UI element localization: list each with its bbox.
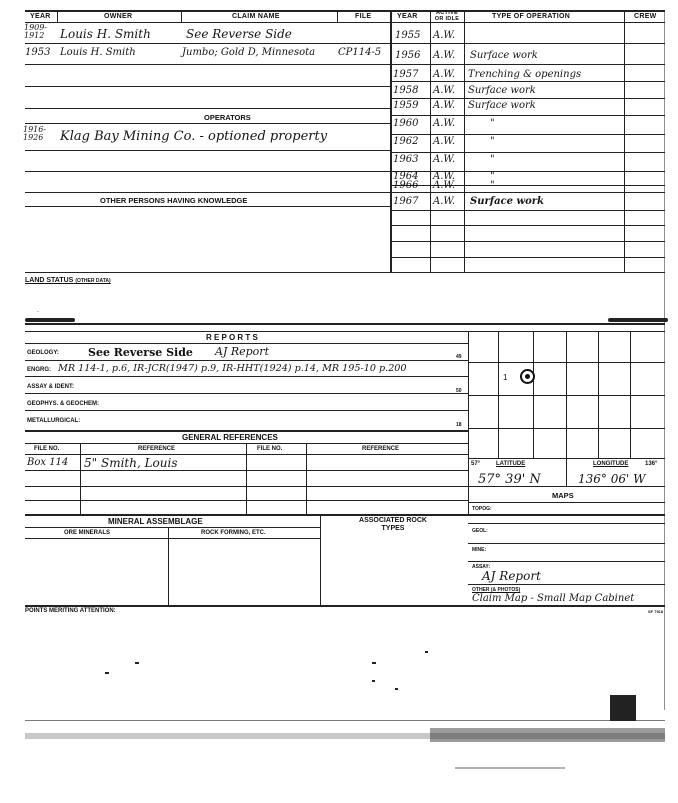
activity-status: A.W. bbox=[433, 196, 456, 207]
longitude-label: LONGITUDE bbox=[593, 461, 629, 467]
activity-type: " bbox=[490, 154, 495, 165]
activity-year: 1957 bbox=[393, 69, 419, 80]
claim-row-name: See Reverse Side bbox=[186, 27, 292, 41]
activity-crew-header: CREW bbox=[634, 13, 657, 20]
activity-type: Surface work bbox=[470, 50, 538, 61]
general-references-title: GENERAL REFERENCES bbox=[182, 433, 278, 442]
activity-year: 1967 bbox=[393, 196, 419, 207]
longitude-value: 136° 06' W bbox=[578, 472, 646, 486]
margin-number: 18 bbox=[456, 422, 462, 428]
margin-number: 49 bbox=[456, 354, 462, 360]
activity-status: A.W. bbox=[433, 154, 456, 165]
activity-status: A.W. bbox=[433, 30, 456, 41]
maps-assay-value: AJ Report bbox=[482, 569, 541, 583]
margin-number: 50 bbox=[456, 388, 462, 394]
activity-year: 1955 bbox=[395, 30, 421, 41]
associated-rock-types: ASSOCIATED ROCK TYPES bbox=[359, 517, 427, 532]
activity-year-header: YEAR bbox=[397, 13, 418, 20]
points-meriting-attention: POINTS MERITING ATTENTION: bbox=[25, 608, 116, 614]
reference-header-2: REFERENCE bbox=[362, 446, 400, 452]
land-status-label bbox=[25, 277, 111, 284]
claim-row-year: 1909-1912 bbox=[24, 23, 48, 40]
activity-year: 1959 bbox=[393, 100, 419, 111]
form-code: SF 7918 bbox=[648, 609, 664, 614]
latitude-value: 57° 39' N bbox=[478, 472, 541, 487]
claim-row-file: CP114-5 bbox=[338, 47, 382, 58]
activity-type: " bbox=[490, 180, 495, 191]
maps-other-value: Claim Map - Small Map Cabinet bbox=[472, 593, 635, 604]
claim-row-owner: Louis H. Smith bbox=[60, 27, 151, 41]
land-status-sub: (OTHER DATA) bbox=[75, 278, 111, 284]
file-no-header-2: FILE NO. bbox=[257, 446, 283, 452]
metallurgical-label: METALLURGICAL: bbox=[27, 418, 81, 424]
activity-status: A.W. bbox=[433, 100, 456, 111]
file-no-header: FILE NO. bbox=[34, 446, 60, 452]
activity-year: 1964 bbox=[393, 171, 419, 182]
activity-type: Trenching & openings bbox=[468, 69, 582, 80]
activity-year: 1958 bbox=[393, 85, 419, 96]
geology-note: AJ Report bbox=[215, 345, 269, 358]
rock-forming-header: ROCK FORMING, ETC. bbox=[201, 530, 266, 536]
owner-header: OWNER bbox=[104, 13, 133, 20]
grid-mark: 1 bbox=[503, 373, 508, 382]
operators-header: OPERATORS bbox=[204, 113, 251, 122]
operator-year: 1916-1926 bbox=[23, 125, 47, 142]
ore-minerals-header: ORE MINERALS bbox=[64, 530, 111, 536]
activity-year: 1963 bbox=[393, 154, 419, 165]
mineral-assemblage-title: MINERAL ASSEMBLAGE bbox=[108, 517, 203, 526]
file-header: FILE bbox=[355, 13, 372, 20]
maps-title: MAPS bbox=[552, 491, 574, 500]
location-marker-icon bbox=[520, 369, 535, 384]
activity-type: Surface work bbox=[470, 196, 544, 207]
maps-other-label: OTHER (& PHOTOS) bbox=[472, 587, 521, 593]
activity-year: 1966 bbox=[393, 180, 419, 191]
activity-status: A.W. bbox=[433, 85, 456, 96]
reference-text: 5" Smith, Louis bbox=[84, 456, 178, 470]
claim-row-year: 1953 bbox=[25, 47, 51, 58]
maps-assay-label: ASSAY: bbox=[472, 564, 491, 570]
claim-row-name: Jumbo; Gold D, Minnesota bbox=[182, 47, 316, 58]
claim-row-owner: Louis H. Smith bbox=[60, 47, 136, 58]
geophys-label: GEOPHYS. & GEOCHEM: bbox=[27, 401, 100, 407]
long-suffix: 136° bbox=[645, 461, 658, 467]
activity-year: 1960 bbox=[393, 118, 419, 129]
activity-status: A.W. bbox=[433, 180, 456, 191]
geology-label: GEOLOGY: bbox=[27, 350, 59, 356]
other-persons-header: OTHER PERSONS HAVING KNOWLEDGE bbox=[100, 196, 248, 205]
activity-type: " bbox=[490, 118, 495, 129]
activity-status-header: ACTIVE OR IDLE bbox=[434, 10, 460, 22]
activity-status: A.W. bbox=[433, 69, 456, 80]
claim-name-header: CLAIM NAME bbox=[232, 13, 280, 20]
operator-name: Klag Bay Mining Co. - optioned property bbox=[60, 129, 328, 144]
activity-type: Surface work bbox=[468, 85, 536, 96]
assay-label: ASSAY & IDENT: bbox=[27, 384, 75, 390]
lat-prefix: 57° bbox=[471, 461, 481, 467]
activity-status: A.W. bbox=[433, 118, 456, 129]
activity-year: 1956 bbox=[395, 50, 421, 61]
activity-status: A.W. bbox=[433, 171, 456, 182]
latitude-label: LATITUDE bbox=[496, 461, 526, 467]
reference-file-no: Box 114 bbox=[27, 457, 69, 468]
activity-type: Surface work bbox=[468, 100, 536, 111]
geology-value: See Reverse Side bbox=[88, 346, 193, 359]
reports-title: R E P O R T S bbox=[206, 333, 258, 342]
engrg-label: ENGRG: bbox=[27, 367, 51, 373]
activity-year: 1962 bbox=[393, 136, 419, 147]
activity-status: A.W. bbox=[433, 50, 456, 61]
maps-topog-label: TOPOG: bbox=[472, 506, 492, 512]
activity-type: " bbox=[490, 171, 495, 182]
maps-mine-label: MINE: bbox=[472, 547, 487, 553]
maps-geol-label: GEOL: bbox=[472, 528, 488, 534]
reference-header: REFERENCE bbox=[138, 446, 176, 452]
land-status-text: LAND STATUS bbox=[25, 277, 74, 284]
engrg-value: MR 114-1, p.6, IR-JCR(1947) p.9, IR-HHT(1924) p.14, MR 195-10 p.200 bbox=[58, 363, 407, 374]
activity-type-header: TYPE OF OPERATION bbox=[492, 13, 571, 20]
activity-status: A.W. bbox=[433, 136, 456, 147]
year-header: YEAR bbox=[30, 13, 51, 20]
activity-type: " bbox=[490, 136, 495, 147]
